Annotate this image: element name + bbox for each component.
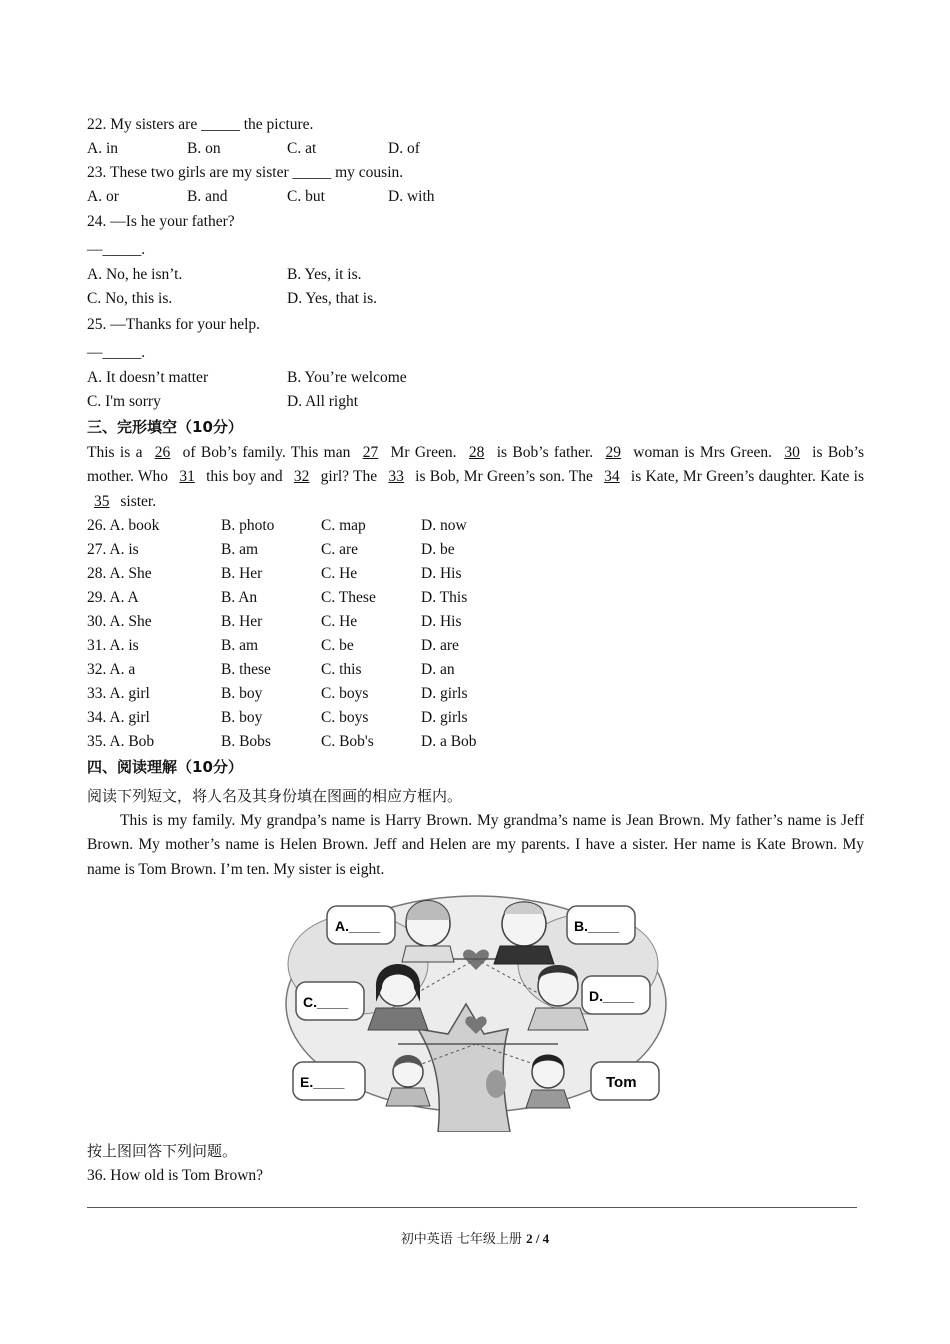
reading-passage: This is my family. My grandpa’s name is Harry Brown. My grandma’s name is Jean Brown. My father’s name is Jeff Brown. My mother’s name is Helen Brown. Jeff and Helen are my parents. I have a sister. Her name is Kate Brown. My name is Tom Brown. I’m ten. My sister is eight. xyxy=(87,812,864,878)
option: B. Her xyxy=(221,565,263,582)
option: D. girls xyxy=(421,685,468,702)
label-c: C.____ xyxy=(303,994,349,1010)
blank-31: 31 xyxy=(179,468,195,486)
option: D. All right xyxy=(287,393,359,410)
question-24-stem: 24. —Is he your father? xyxy=(87,213,235,230)
family-tree-figure xyxy=(238,884,714,1132)
option: D. His xyxy=(421,613,462,630)
label-box-e xyxy=(293,1062,365,1100)
option: 26. A. book xyxy=(87,517,160,534)
option: 31. A. is xyxy=(87,637,139,654)
figure-question-prompt: 按上图回答下列问题。 xyxy=(87,1142,238,1160)
cloze-passage xyxy=(87,441,864,514)
option: 32. A. a xyxy=(87,661,136,678)
option: A. or xyxy=(87,188,119,205)
passage-text: of Bob’s family. This man xyxy=(177,444,356,461)
footer-divider xyxy=(87,1207,857,1208)
passage-text: woman is Mrs Green. xyxy=(627,444,778,461)
option: 35. A. Bob xyxy=(87,733,155,750)
option: C. at xyxy=(287,140,317,157)
label-d: D.____ xyxy=(589,988,635,1004)
option: C. Bob's xyxy=(321,733,374,750)
blank-28: 28 xyxy=(468,444,485,461)
section-3-heading: 三、完形填空（10分） xyxy=(87,418,243,436)
passage-text: sister. xyxy=(116,492,157,510)
option: B. Yes, it is. xyxy=(287,266,362,283)
question-36-stem: 36. How old is Tom Brown? xyxy=(87,1167,264,1184)
label-box-tom xyxy=(591,1062,659,1100)
option: D. His xyxy=(421,565,462,582)
label-box-a xyxy=(327,906,395,944)
option: D. are xyxy=(421,637,459,654)
option: B. Bobs xyxy=(221,733,271,750)
label-box-c xyxy=(296,982,364,1020)
question-25-stem: 25. —Thanks for your help. xyxy=(87,316,261,333)
blank-35: 35 xyxy=(94,492,110,510)
passage-text: is Bob’s mother. Who xyxy=(87,444,865,486)
label-box-d xyxy=(582,976,650,1014)
option: C. this xyxy=(321,661,362,678)
option: C. map xyxy=(321,517,366,534)
section-4-instruction: 阅读下列短文，将人名及其身份填在图画的相应方框内。 xyxy=(87,787,463,805)
label-b: B.____ xyxy=(574,918,620,934)
label-box-b xyxy=(567,906,635,944)
option: A. in xyxy=(87,140,118,157)
passage-text: girl? The xyxy=(316,468,382,486)
blank-34: 34 xyxy=(604,468,620,486)
label-e: E.____ xyxy=(300,1074,345,1090)
option: D. of xyxy=(388,140,420,157)
option: C. I'm sorry xyxy=(87,393,161,410)
page-number: 2 / 4 xyxy=(526,1231,550,1246)
option: 29. A. A xyxy=(87,589,139,606)
option: B. photo xyxy=(221,517,275,534)
blank-32: 32 xyxy=(293,468,310,486)
option: C. boys xyxy=(321,709,369,726)
option: 28. A. She xyxy=(87,565,152,582)
option: 30. A. She xyxy=(87,613,152,630)
question-25-answer-line: —_____. xyxy=(87,344,146,361)
question-24-answer-line: —_____. xyxy=(87,241,146,258)
blank-27: 27 xyxy=(362,444,379,461)
option: D. be xyxy=(421,541,455,558)
option: B. and xyxy=(187,188,228,205)
option: C. be xyxy=(321,637,354,654)
option: B. boy xyxy=(221,709,263,726)
option: D. with xyxy=(388,188,435,205)
passage-text: this boy and xyxy=(201,468,287,486)
option: B. on xyxy=(187,140,221,157)
option: 34. A. girl xyxy=(87,709,150,726)
blank-29: 29 xyxy=(605,444,621,461)
option: C. are xyxy=(321,541,359,558)
option: C. He xyxy=(321,613,358,630)
passage-text: This is a xyxy=(87,444,148,461)
label-tom: Tom xyxy=(606,1074,637,1091)
question-23-stem: 23. These two girls are my sister _____ my cousin. xyxy=(87,164,404,181)
label-a: A.____ xyxy=(335,918,381,934)
option: C. boys xyxy=(321,685,369,702)
option: B. Her xyxy=(221,613,263,630)
passage-text: is Kate, Mr Green’s daughter. Kate is xyxy=(626,468,864,486)
blank-26: 26 xyxy=(154,444,171,461)
option: B. You’re welcome xyxy=(287,369,407,386)
option: A. It doesn’t matter xyxy=(87,369,209,386)
option: A. No, he isn’t. xyxy=(87,266,183,283)
blank-30: 30 xyxy=(784,444,800,461)
option: D. an xyxy=(421,661,455,678)
page-footer xyxy=(0,1228,950,1247)
option: C. He xyxy=(321,565,358,582)
option: C. but xyxy=(287,188,325,205)
option: D. Yes, that is. xyxy=(287,290,378,307)
question-22-stem: 22. My sisters are _____ the picture. xyxy=(87,116,314,133)
option: B. An xyxy=(221,589,258,606)
option: B. these xyxy=(221,661,271,678)
option: D. now xyxy=(421,517,467,534)
option: B. boy xyxy=(221,685,263,702)
option: D. girls xyxy=(421,709,468,726)
option: D. a Bob xyxy=(421,733,477,750)
option: 33. A. girl xyxy=(87,685,150,702)
passage-text: Mr Green. xyxy=(385,444,462,461)
option: C. These xyxy=(321,589,376,606)
passage-text: is Bob, Mr Green’s son. The xyxy=(410,468,598,486)
option: C. No, this is. xyxy=(87,290,173,307)
option: B. am xyxy=(221,637,259,654)
option: 27. A. is xyxy=(87,541,139,558)
option: D. This xyxy=(421,589,468,606)
footer-title: 初中英语 七年级上册 xyxy=(400,1232,527,1247)
passage-text: is Bob’s father. xyxy=(491,444,599,461)
blank-33: 33 xyxy=(388,468,404,486)
section-4-heading: 四、阅读理解（10分） xyxy=(87,758,243,776)
option: B. am xyxy=(221,541,259,558)
grandma-figure xyxy=(402,901,454,963)
